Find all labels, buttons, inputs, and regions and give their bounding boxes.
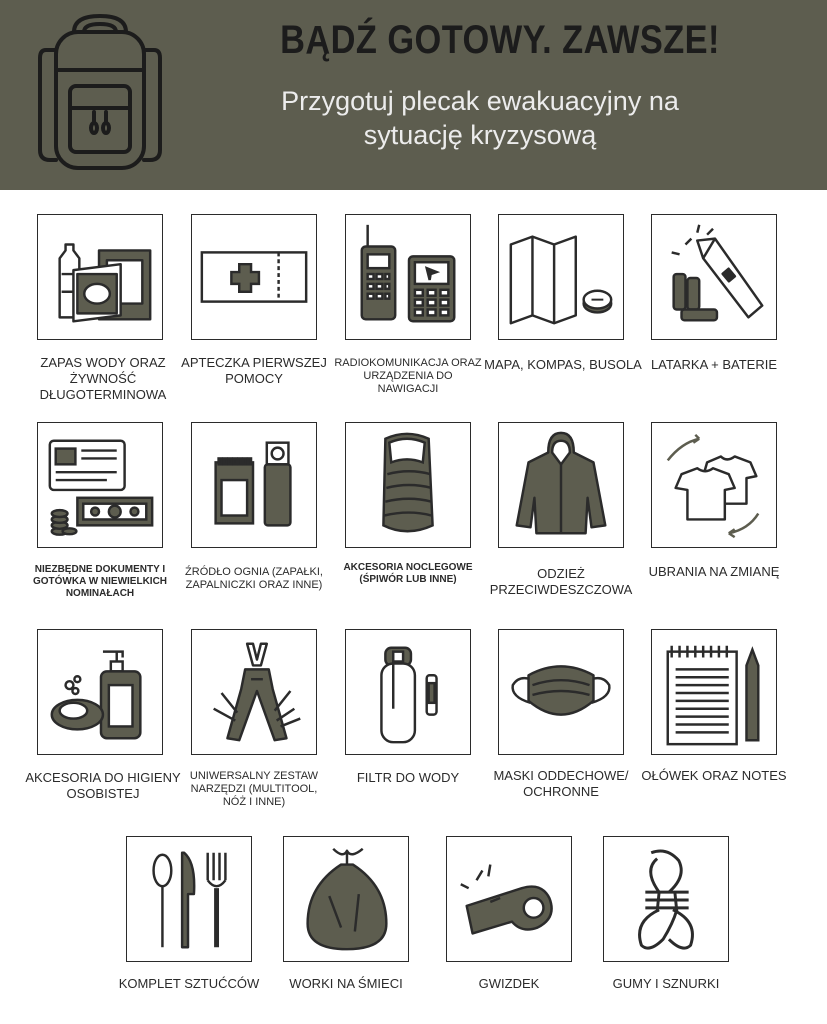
water-food-icon (37, 214, 163, 340)
pencil-notepad-icon (651, 629, 777, 755)
item-label: APTECZKA PIERWSZEJ POMOCY (181, 355, 327, 386)
page-subtitle (220, 84, 740, 152)
subtitle-line: Przygotuj plecak ewakuacyjny na (281, 86, 679, 116)
item-label: NIEZBĘDNE DOKUMENTY I GOTÓWKA W NIEWIELKICH NOMINAŁACH (32, 564, 168, 599)
item-label: UBRANIA NA ZMIANĘ (648, 564, 780, 579)
tshirts-icon (651, 422, 777, 548)
documents-cash-icon (37, 422, 163, 548)
trash-bag-icon (283, 836, 409, 962)
item-label: KOMPLET SZTUĆCÓW (118, 976, 260, 991)
item-label: LATARKA + BATERIE (650, 357, 778, 372)
item-label: FILTR DO WODY (356, 770, 460, 785)
page-title: BĄDŹ GOTOWY. ZAWSZE! (280, 18, 720, 62)
subtitle-line: sytuację kryzysową (363, 120, 597, 150)
item-label: MAPA, KOMPAS, BUSOLA (484, 357, 642, 372)
header-banner (0, 0, 827, 190)
item-label: RADIOKOMUNIKACJA ORAZ URZĄDZENIA DO NAWIGACJI (334, 357, 482, 395)
first-aid-icon (191, 214, 317, 340)
map-compass-icon (498, 214, 624, 340)
water-filter-icon (345, 629, 471, 755)
rope-icon (603, 836, 729, 962)
item-label: AKCESORIA DO HIGIENY OSOBISTEJ (25, 770, 181, 801)
radio-gps-icon (345, 214, 471, 340)
item-label: UNIWERSALNY ZESTAW NARZĘDZI (MULTITOOL, NÓŻ I INNE) (189, 770, 319, 808)
item-label: OŁÓWEK ORAZ NOTES (641, 768, 787, 783)
face-mask-icon (498, 629, 624, 755)
backpack-icon (36, 10, 164, 176)
whistle-icon (446, 836, 572, 962)
raincoat-icon (498, 422, 624, 548)
item-label: GUMY I SZNURKI (612, 976, 720, 991)
matches-lighter-icon (191, 422, 317, 548)
item-label: ŹRÓDŁO OGNIA (ZAPAŁKI, ZAPALNICZKI ORAZ INNE) (185, 566, 323, 591)
flashlight-icon (651, 214, 777, 340)
item-label: ODZIEŻ PRZECIWDESZCZOWA (489, 566, 633, 597)
soap-bottle-icon (37, 629, 163, 755)
item-label: MASKI ODDECHOWE/ OCHRONNE (493, 768, 629, 799)
multitool-icon (191, 629, 317, 755)
item-label: AKCESORIA NOCLEGOWE (ŚPIWÓR LUB INNE) (343, 562, 473, 585)
item-label: ZAPAS WODY ORAZ ŻYWNOŚĆ DŁUGOTERMINOWA (39, 355, 167, 402)
sleeping-bag-icon (345, 422, 471, 548)
cutlery-icon (126, 836, 252, 962)
item-label: WORKI NA ŚMIECI (289, 976, 403, 991)
item-label: GWIZDEK (478, 976, 540, 991)
